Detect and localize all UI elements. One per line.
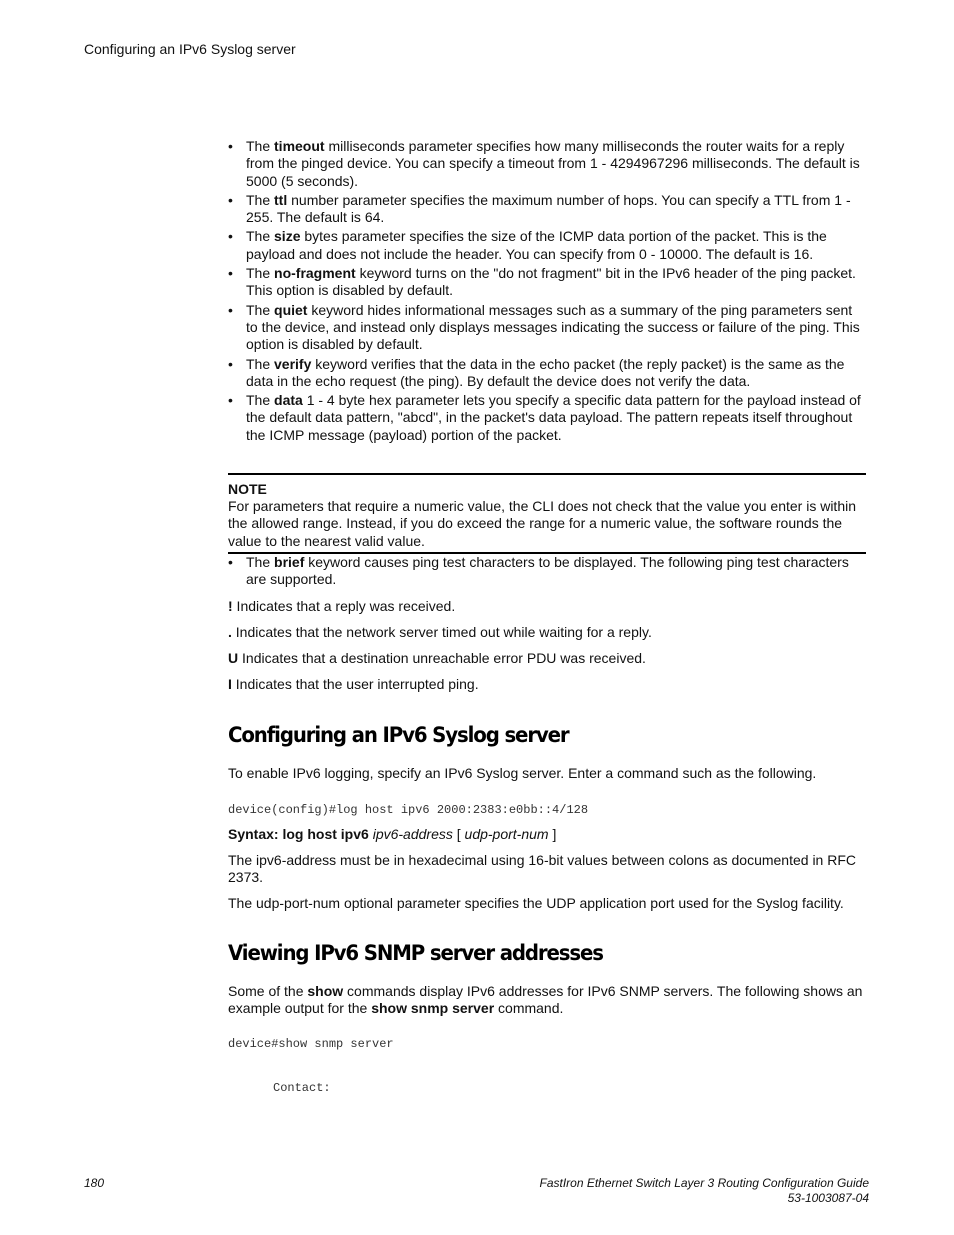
note-text: For parameters that require a numeric value, the CLI does not check that the value you enter is within the allowed range. Instead, if you do exceed the range for a numeric value, the software rounds the value to the nearest valid value.	[228, 498, 856, 549]
section-heading-syslog: Configuring an IPv6 Syslog server	[228, 722, 569, 747]
legend-item: ! Indicates that a reply was received.	[228, 597, 456, 614]
keyword: timeout	[274, 138, 325, 154]
syntax-line: Syntax: log host ipv6 ipv6-address [ udp-port-num ]	[228, 825, 557, 842]
keyword: brief	[274, 553, 305, 570]
legend-item: I Indicates that the user interrupted ping.	[228, 675, 479, 692]
note-title: NOTE	[228, 481, 267, 498]
list-item: • The ttl number parameter specifies the maximum number of hops. You can specify a TTL from 1 - 255. The default is 64.	[228, 192, 866, 227]
keyword: quiet	[274, 301, 308, 318]
doc-number: 53-1003087-04	[787, 1191, 869, 1205]
ping-character-legend	[228, 598, 866, 693]
guide-title: FastIron Ethernet Switch Layer 3 Routing Configuration Guide	[539, 1176, 869, 1190]
page-content	[228, 138, 866, 1095]
code-output: Contact:	[273, 1080, 331, 1095]
running-header: Configuring an IPv6 Syslog server	[84, 41, 296, 57]
keyword: data	[274, 392, 303, 409]
parameter-list	[228, 138, 866, 444]
list-item: • The verify keyword verifies that the data in the echo packet (the reply packet) is the same as the data in the echo request (the ping). By default the device does not verify the data.	[228, 356, 866, 391]
note-box	[228, 473, 866, 554]
footer-guide-info	[539, 1176, 869, 1206]
section-heading-snmp: Viewing IPv6 SNMP server addresses	[228, 940, 603, 965]
keyword: no-fragment	[274, 265, 356, 282]
brief-list	[228, 554, 866, 589]
keyword: ttl	[274, 191, 288, 208]
keyword: size	[274, 228, 301, 245]
syslog-intro: To enable IPv6 logging, specify an IPv6 Syslog server. Enter a command such as the following.	[228, 764, 817, 781]
legend-item: U Indicates that a destination unreachable error PDU was received.	[228, 649, 646, 666]
syslog-paragraph: The ipv6-address must be in hexadecimal using 16-bit values between colons as documented in RFC 2373.	[228, 851, 857, 885]
code-example: device(config)#log host ipv6 2000:2383:e0bb::4/128	[228, 802, 589, 817]
code-example: device#show snmp server	[228, 1036, 394, 1051]
list-item: • The size bytes parameter specifies the size of the ICMP data portion of the packet. This is the payload and does not include the header. You can specify from 0 - 10000. The default is 16.	[228, 228, 866, 263]
syslog-paragraph: The udp-port-num optional parameter specifies the UDP application port used for the Syslog facility.	[228, 894, 844, 911]
list-item: • The no-fragment keyword turns on the "do not fragment" bit in the IPv6 header of the ping packet. This option is disabled by default.	[228, 265, 866, 300]
keyword: verify	[274, 355, 312, 372]
list-item: • The quiet keyword hides informational messages such as a summary of the ping parameters sent to the device, and instead only displays messages indicating the success or failure of the ping. This option is disabled by default.	[228, 302, 866, 354]
list-item: • The data 1 - 4 byte hex parameter lets you specify a specific data pattern for the payload instead of the default data pattern, "abcd", in the packet's data payload. The pattern repeats itself throughout the ICMP message (payload) portion of the packet.	[228, 392, 866, 444]
page-number: 180	[84, 1176, 105, 1190]
list-item: • The brief keyword causes ping test characters to be displayed. The following ping test characters are supported.	[228, 554, 866, 589]
snmp-intro: Some of the show commands display IPv6 addresses for IPv6 SNMP servers. The following shows an example output for the show snmp server command.	[228, 982, 863, 1016]
list-item: • The timeout milliseconds parameter specifies how many milliseconds the router waits for a reply from the pinged device. You can specify a timeout from 1 - 4294967296 milliseconds. The default is 5000 (5 seconds).	[228, 138, 866, 190]
legend-item: . Indicates that the network server timed out while waiting for a reply.	[228, 623, 652, 640]
